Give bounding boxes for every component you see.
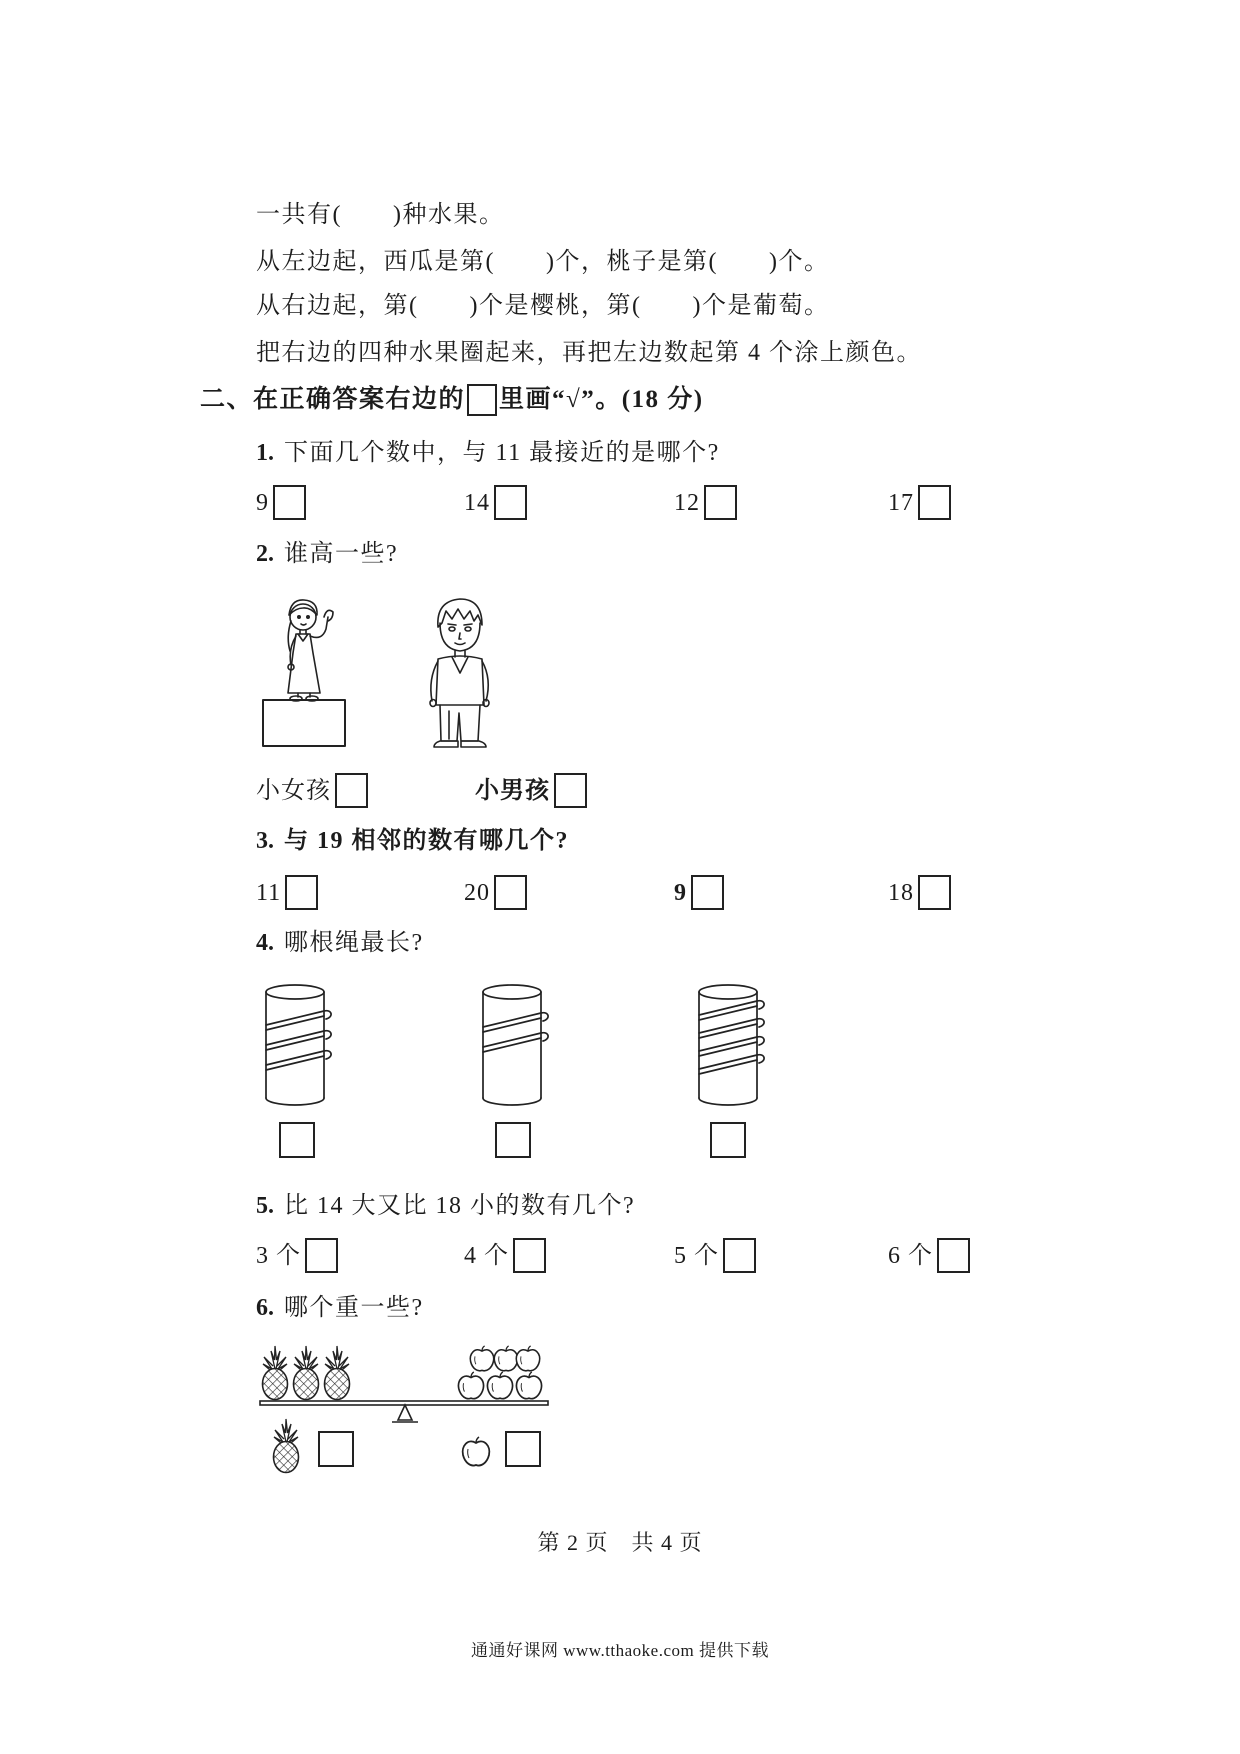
q1-option-c (674, 485, 737, 520)
answer-checkbox (305, 1238, 338, 1273)
option-label: 6 个 (888, 1242, 933, 1269)
question-text: 哪个重一些? (284, 1295, 424, 1321)
answer-checkbox (279, 1122, 315, 1158)
answer-checkbox (335, 773, 368, 808)
q3-option-b (464, 875, 527, 910)
scale-beam (260, 1401, 548, 1422)
section-2-heading-text-after: 里画“√”。(18 分) (499, 386, 704, 413)
balance-scale-icon (258, 1336, 558, 1428)
q3-option-d (888, 875, 951, 910)
question-5 (256, 1191, 635, 1221)
apple-icon (460, 1436, 492, 1468)
apple-group (458, 1346, 541, 1399)
question-3 (256, 826, 569, 856)
q2-option-girl (256, 773, 368, 808)
question-number: 1. (256, 440, 274, 466)
q1-option-b (464, 485, 527, 520)
answer-box-symbol (467, 384, 497, 416)
question-text: 下面几个数中，与 11 最接近的是哪个? (284, 440, 720, 466)
question-text: 谁高一些? (284, 541, 399, 567)
page-number: 第 2 页 共 4 页 (537, 1530, 703, 1555)
fruit-question-line-4: 把右边的四种水果圈起来，再把左边数起第 4 个涂上颜色。 (256, 340, 922, 366)
question-2 (256, 539, 398, 569)
answer-checkbox (318, 1431, 354, 1467)
fruit-question-line-2: 从左边起，西瓜是第( )个，桃子是第( )个。 (256, 249, 830, 275)
answer-checkbox (937, 1238, 970, 1273)
option-label: 11 (256, 879, 282, 906)
option-label: 小男孩 (475, 777, 550, 804)
answer-checkbox (273, 485, 306, 520)
answer-checkbox (285, 875, 318, 910)
option-label: 17 (888, 489, 914, 516)
q5-option-a (256, 1238, 338, 1273)
question-4 (256, 928, 424, 958)
answer-checkbox (513, 1238, 546, 1273)
option-label: 9 (674, 879, 687, 906)
q2-option-boy (475, 773, 587, 808)
answer-checkbox (554, 773, 587, 808)
question-text: 比 14 大又比 18 小的数有几个? (284, 1193, 636, 1219)
option-label: 小女孩 (256, 777, 331, 804)
source-credit: 通通好课网 www.tthaoke.com 提供下载 (470, 1641, 770, 1660)
answer-checkbox (918, 875, 951, 910)
answer-checkbox (710, 1122, 746, 1158)
answer-checkbox (704, 485, 737, 520)
section-2-heading (200, 384, 704, 416)
fruit-question-line-3: 从右边起，第( )个是樱桃，第( )个是葡萄。 (256, 293, 830, 319)
option-label: 18 (888, 879, 914, 906)
question-number: 4. (256, 930, 274, 956)
q5-option-d (888, 1238, 970, 1273)
q3-option-c (674, 875, 724, 910)
answer-checkbox (918, 485, 951, 520)
pineapple-icon (270, 1418, 302, 1474)
option-label: 9 (256, 489, 269, 516)
fruit-question-line-1: 一共有( )种水果。 (256, 202, 505, 228)
cylinder-rope-4-turns-icon (695, 983, 770, 1109)
question-6 (256, 1293, 424, 1323)
section-2-heading-text-before: 二、在正确答案右边的 (200, 386, 466, 413)
answer-checkbox (505, 1431, 541, 1467)
q1-option-d (888, 485, 951, 520)
answer-checkbox (723, 1238, 756, 1273)
q3-option-a (256, 875, 318, 910)
girl-on-box-icon (258, 593, 353, 753)
option-label: 20 (464, 879, 490, 906)
answer-checkbox (494, 875, 527, 910)
pineapple-group (263, 1346, 350, 1400)
question-text: 与 19 相邻的数有哪几个? (284, 828, 569, 854)
question-number: 3. (256, 828, 274, 854)
question-number: 5. (256, 1193, 274, 1219)
option-label: 14 (464, 489, 490, 516)
q5-option-c (674, 1238, 756, 1273)
question-number: 2. (256, 541, 274, 567)
q5-option-b (464, 1238, 546, 1273)
question-text: 哪根绳最长? (284, 930, 424, 956)
question-number: 6. (256, 1295, 274, 1321)
boy-icon (424, 593, 496, 753)
cylinder-rope-3-turns-icon (262, 983, 337, 1109)
answer-checkbox (691, 875, 724, 910)
option-label: 3 个 (256, 1242, 301, 1269)
q1-option-a (256, 485, 306, 520)
cylinder-rope-2-turns-icon (479, 983, 554, 1109)
answer-checkbox (495, 1122, 531, 1158)
option-label: 5 个 (674, 1242, 719, 1269)
answer-checkbox (494, 485, 527, 520)
option-label: 4 个 (464, 1242, 509, 1269)
question-1 (256, 438, 720, 468)
option-label: 12 (674, 489, 700, 516)
